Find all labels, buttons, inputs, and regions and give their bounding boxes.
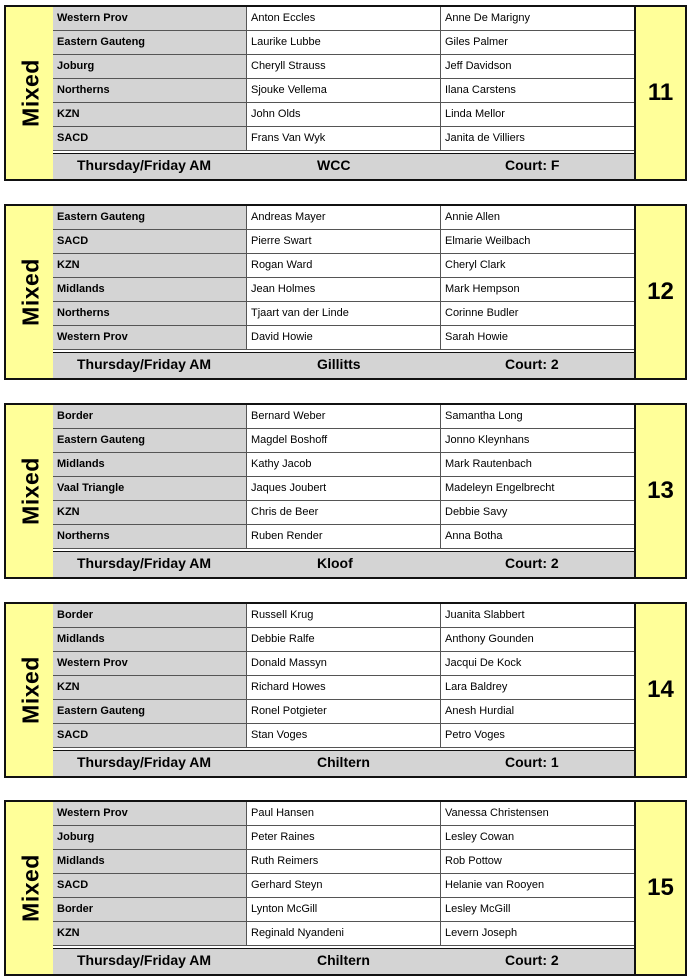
match-day: Thursday/Friday AM xyxy=(77,157,212,173)
partner-cell: Corinne Budler xyxy=(445,307,519,319)
player-cell: Rogan Ward xyxy=(247,254,441,277)
match-info-footer xyxy=(53,551,634,577)
team-cell: SACD xyxy=(53,874,247,897)
match-info-footer xyxy=(53,750,634,776)
partner-cell: Samantha Long xyxy=(445,410,523,422)
player-cell: Anton Eccles xyxy=(247,7,441,30)
team-cell: Eastern Gauteng xyxy=(53,429,247,452)
table-row xyxy=(53,802,634,826)
partner-cell: Sarah Howie xyxy=(445,331,508,343)
player-cell: Lynton McGill xyxy=(247,898,441,921)
category-label: Mixed xyxy=(17,457,43,525)
table-row xyxy=(53,302,634,326)
match-day: Thursday/Friday AM xyxy=(77,555,212,571)
group-number: 13 xyxy=(647,477,674,504)
table-row xyxy=(53,898,634,922)
table-row xyxy=(53,922,634,946)
category-label-box xyxy=(4,204,57,380)
draw-group-12 xyxy=(4,204,687,378)
team-cell: Northerns xyxy=(53,525,247,548)
player-cell: David Howie xyxy=(247,326,441,349)
team-cell: Joburg xyxy=(53,55,247,78)
team-cell: SACD xyxy=(53,724,247,747)
team-cell: Western Prov xyxy=(53,802,247,825)
team-cell: Western Prov xyxy=(53,652,247,675)
player-cell: Jaques Joubert xyxy=(247,477,441,500)
category-label: Mixed xyxy=(17,59,43,127)
team-cell: Midlands xyxy=(53,453,247,476)
partner-cell: Mark Hempson xyxy=(445,283,520,295)
player-cell: Paul Hansen xyxy=(247,802,441,825)
partner-cell: Jeff Davidson xyxy=(445,60,512,72)
partner-cell: Lesley McGill xyxy=(445,903,511,915)
partner-cell: Rob Pottow xyxy=(445,855,502,867)
partner-cell: Anthony Gounden xyxy=(445,633,534,645)
draw-group-13 xyxy=(4,403,687,577)
group-number: 14 xyxy=(647,676,674,703)
table-row xyxy=(53,700,634,724)
table-row xyxy=(53,477,634,501)
category-label-box xyxy=(4,602,57,778)
team-cell: KZN xyxy=(53,254,247,277)
table-row xyxy=(53,278,634,302)
match-venue: WCC xyxy=(317,157,351,173)
match-court: Court: F xyxy=(505,157,560,173)
team-cell: Midlands xyxy=(53,628,247,651)
team-cell: Border xyxy=(53,405,247,428)
pairings-table xyxy=(53,403,634,579)
table-row xyxy=(53,254,634,278)
player-cell: Reginald Nyandeni xyxy=(247,922,441,945)
partner-cell: Anne De Marigny xyxy=(445,12,530,24)
match-info-footer xyxy=(53,352,634,378)
partner-cell: Ilana Carstens xyxy=(445,84,516,96)
player-cell: Debbie Ralfe xyxy=(247,628,441,651)
player-cell: John Olds xyxy=(247,103,441,126)
team-cell: Northerns xyxy=(53,79,247,102)
partner-cell: Jacqui De Kock xyxy=(445,657,522,669)
team-cell: Eastern Gauteng xyxy=(53,700,247,723)
partner-cell: Petro Voges xyxy=(445,729,505,741)
table-row xyxy=(53,55,634,79)
table-row xyxy=(53,604,634,628)
table-row xyxy=(53,501,634,525)
player-cell: Sjouke Vellema xyxy=(247,79,441,102)
pairings-table xyxy=(53,800,634,976)
player-cell: Ruben Render xyxy=(247,525,441,548)
group-number-box xyxy=(634,5,687,181)
group-number: 15 xyxy=(647,874,674,901)
group-number-box xyxy=(634,800,687,976)
player-cell: Stan Voges xyxy=(247,724,441,747)
player-cell: Kathy Jacob xyxy=(247,453,441,476)
group-number: 11 xyxy=(647,79,674,106)
draw-group-15 xyxy=(4,800,687,974)
draw-group-14 xyxy=(4,602,687,776)
category-label-box xyxy=(4,403,57,579)
partner-cell: Giles Palmer xyxy=(445,36,508,48)
partner-cell: Helanie van Rooyen xyxy=(445,879,545,891)
player-cell: Ronel Potgieter xyxy=(247,700,441,723)
table-row xyxy=(53,206,634,230)
partner-cell: Anesh Hurdial xyxy=(445,705,515,717)
match-court: Court: 2 xyxy=(505,356,559,372)
player-cell: Pierre Swart xyxy=(247,230,441,253)
team-cell: Northerns xyxy=(53,302,247,325)
player-cell: Magdel Boshoff xyxy=(247,429,441,452)
team-cell: SACD xyxy=(53,230,247,253)
partner-cell: Lara Baldrey xyxy=(445,681,508,693)
partner-cell: Debbie Savy xyxy=(445,506,508,518)
partner-cell: Jonno Kleynhans xyxy=(445,434,530,446)
category-label-box xyxy=(4,800,57,976)
match-day: Thursday/Friday AM xyxy=(77,754,212,770)
group-number: 12 xyxy=(647,278,674,305)
player-cell: Chris de Beer xyxy=(247,501,441,524)
partner-cell: Vanessa Christensen xyxy=(445,807,549,819)
table-row xyxy=(53,429,634,453)
category-label-box xyxy=(4,5,57,181)
match-venue: Gillitts xyxy=(317,356,361,372)
match-venue: Kloof xyxy=(317,555,353,571)
player-cell: Ruth Reimers xyxy=(247,850,441,873)
player-cell: Frans Van Wyk xyxy=(247,127,441,150)
table-row xyxy=(53,525,634,549)
table-row xyxy=(53,230,634,254)
match-venue: Chiltern xyxy=(317,952,370,968)
pairings-table xyxy=(53,204,634,380)
player-cell: Gerhard Steyn xyxy=(247,874,441,897)
team-cell: Vaal Triangle xyxy=(53,477,247,500)
player-cell: Peter Raines xyxy=(247,826,441,849)
table-row xyxy=(53,826,634,850)
match-info-footer xyxy=(53,153,634,179)
team-cell: SACD xyxy=(53,127,247,150)
category-label: Mixed xyxy=(17,854,43,922)
table-row xyxy=(53,7,634,31)
player-cell: Tjaart van der Linde xyxy=(247,302,441,325)
table-row xyxy=(53,31,634,55)
table-row xyxy=(53,874,634,898)
table-row xyxy=(53,127,634,151)
player-cell: Jean Holmes xyxy=(247,278,441,301)
partner-cell: Madeleyn Engelbrecht xyxy=(445,482,555,494)
group-number-box xyxy=(634,403,687,579)
table-row xyxy=(53,326,634,350)
team-cell: Western Prov xyxy=(53,326,247,349)
partner-cell: Elmarie Weilbach xyxy=(445,235,531,247)
match-day: Thursday/Friday AM xyxy=(77,356,212,372)
partner-cell: Juanita Slabbert xyxy=(445,609,525,621)
group-number-box xyxy=(634,204,687,380)
table-row xyxy=(53,103,634,127)
partner-cell: Annie Allen xyxy=(445,211,501,223)
table-row xyxy=(53,405,634,429)
player-cell: Cheryll Strauss xyxy=(247,55,441,78)
category-label: Mixed xyxy=(17,656,43,724)
match-court: Court: 2 xyxy=(505,555,559,571)
player-cell: Andreas Mayer xyxy=(247,206,441,229)
table-row xyxy=(53,676,634,700)
player-cell: Russell Krug xyxy=(247,604,441,627)
team-cell: Eastern Gauteng xyxy=(53,206,247,229)
player-cell: Richard Howes xyxy=(247,676,441,699)
match-venue: Chiltern xyxy=(317,754,370,770)
partner-cell: Levern Joseph xyxy=(445,927,518,939)
table-row xyxy=(53,453,634,477)
match-day: Thursday/Friday AM xyxy=(77,952,212,968)
match-court: Court: 1 xyxy=(505,754,559,770)
table-row xyxy=(53,652,634,676)
player-cell: Laurike Lubbe xyxy=(247,31,441,54)
table-row xyxy=(53,79,634,103)
team-cell: Midlands xyxy=(53,850,247,873)
team-cell: Western Prov xyxy=(53,7,247,30)
partner-cell: Anna Botha xyxy=(445,530,503,542)
team-cell: Joburg xyxy=(53,826,247,849)
team-cell: KZN xyxy=(53,922,247,945)
partner-cell: Cheryl Clark xyxy=(445,259,506,271)
table-row xyxy=(53,850,634,874)
match-court: Court: 2 xyxy=(505,952,559,968)
pairings-table xyxy=(53,5,634,181)
team-cell: KZN xyxy=(53,103,247,126)
team-cell: Eastern Gauteng xyxy=(53,31,247,54)
table-row xyxy=(53,724,634,748)
player-cell: Bernard Weber xyxy=(247,405,441,428)
partner-cell: Janita de Villiers xyxy=(445,132,525,144)
table-row xyxy=(53,628,634,652)
team-cell: Border xyxy=(53,604,247,627)
group-number-box xyxy=(634,602,687,778)
category-label: Mixed xyxy=(17,258,43,326)
team-cell: Border xyxy=(53,898,247,921)
draw-group-11 xyxy=(4,5,687,179)
match-info-footer xyxy=(53,948,634,974)
partner-cell: Mark Rautenbach xyxy=(445,458,532,470)
team-cell: KZN xyxy=(53,676,247,699)
partner-cell: Linda Mellor xyxy=(445,108,505,120)
team-cell: KZN xyxy=(53,501,247,524)
partner-cell: Lesley Cowan xyxy=(445,831,515,843)
team-cell: Midlands xyxy=(53,278,247,301)
player-cell: Donald Massyn xyxy=(247,652,441,675)
pairings-table xyxy=(53,602,634,778)
